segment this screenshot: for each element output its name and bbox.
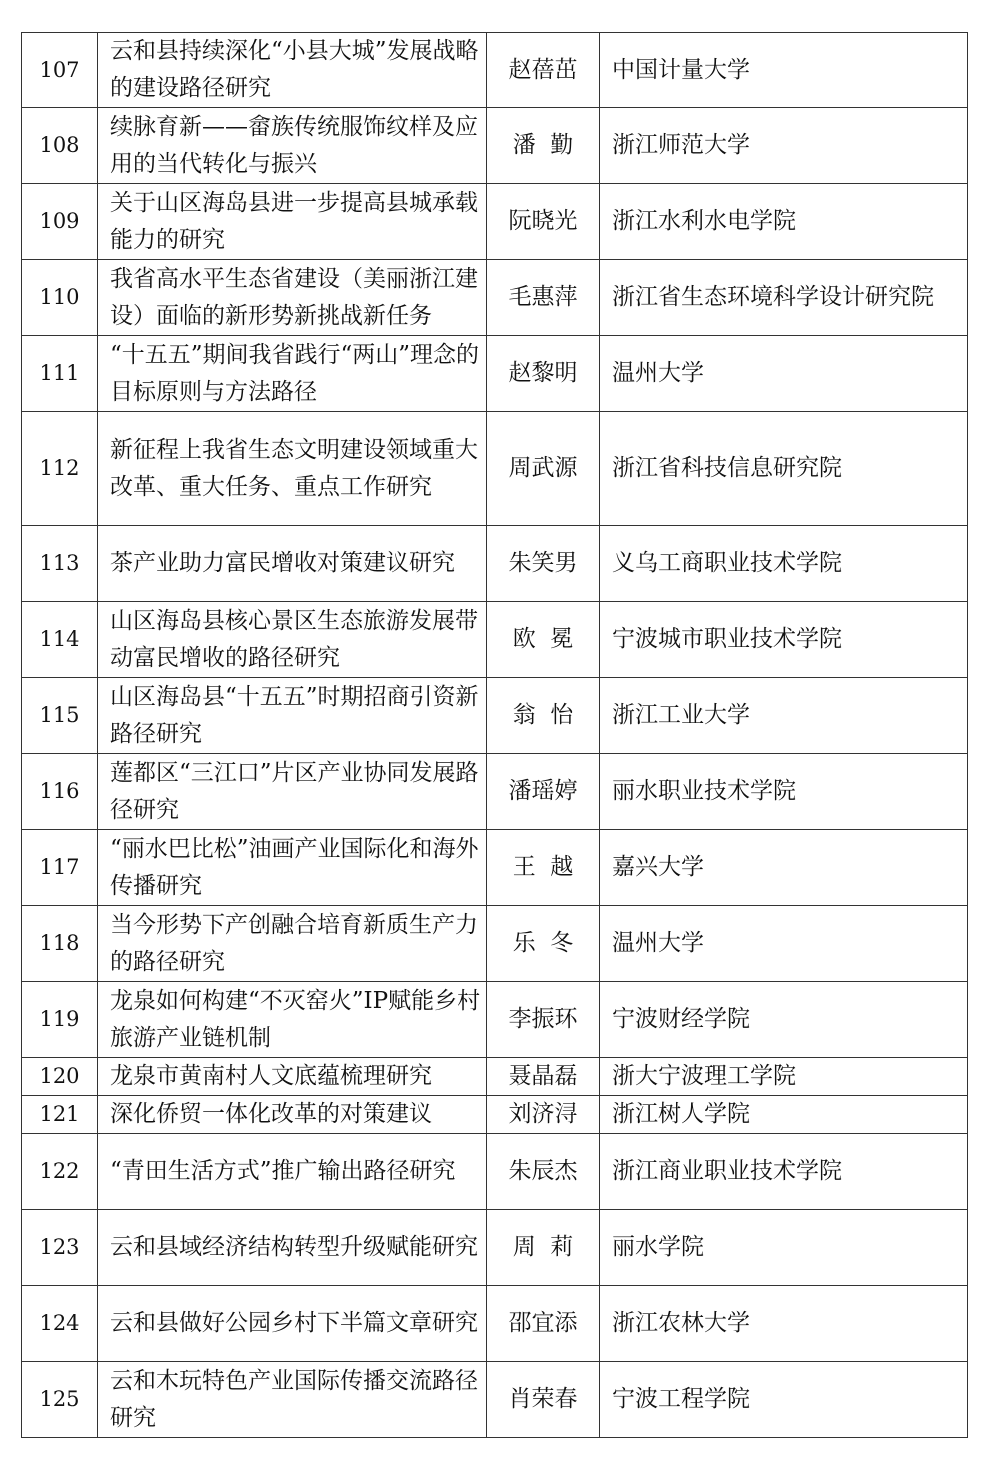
organization-cell: 浙大宁波理工学院 [600, 1058, 968, 1096]
author-name: 乐 冬 [512, 930, 574, 956]
row-number-cell: 119 [22, 982, 98, 1058]
table-row [22, 1058, 968, 1096]
project-title-cell: 云和县持续深化“小县大城”发展战略的建设路径研究 [98, 33, 487, 108]
organization-cell: 义乌工商职业技术学院 [600, 526, 968, 602]
project-title-cell: 龙泉如何构建“不灭窑火”IP赋能乡村旅游产业链机制 [98, 982, 487, 1058]
table-row [22, 33, 968, 108]
organization-cell: 中国计量大学 [600, 33, 968, 108]
table-row [22, 1362, 968, 1438]
row-number-cell: 125 [22, 1362, 98, 1438]
organization-cell: 浙江商业职业技术学院 [600, 1134, 968, 1210]
author-name: 刘济浔 [508, 1101, 578, 1127]
table-row [22, 336, 968, 412]
author-name: 肖荣春 [508, 1386, 578, 1412]
project-title-cell: “青田生活方式”推广输出路径研究 [98, 1134, 487, 1210]
project-title-cell: 新征程上我省生态文明建设领域重大改革、重大任务、重点工作研究 [98, 412, 487, 526]
project-title-cell: 龙泉市黄南村人文底蕴梳理研究 [98, 1058, 487, 1096]
organization-cell: 温州大学 [600, 906, 968, 982]
author-cell [487, 184, 600, 260]
table-row [22, 526, 968, 602]
author-name: 周武源 [508, 455, 578, 481]
row-number-cell: 109 [22, 184, 98, 260]
project-title-cell: “丽水巴比松”油画产业国际化和海外传播研究 [98, 830, 487, 906]
project-title-cell: 茶产业助力富民增收对策建议研究 [98, 526, 487, 602]
organization-cell: 宁波财经学院 [600, 982, 968, 1058]
author-name: 毛惠萍 [508, 284, 578, 310]
row-number-cell: 116 [22, 754, 98, 830]
organization-cell: 浙江师范大学 [600, 108, 968, 184]
table-row [22, 108, 968, 184]
author-cell [487, 260, 600, 336]
organization-cell: 宁波城市职业技术学院 [600, 602, 968, 678]
project-title-cell: 当今形势下产创融合培育新质生产力的路径研究 [98, 906, 487, 982]
author-cell [487, 982, 600, 1058]
author-name: 王 越 [512, 854, 574, 880]
table-row [22, 184, 968, 260]
table-row [22, 602, 968, 678]
organization-cell: 嘉兴大学 [600, 830, 968, 906]
organization-cell: 浙江省生态环境科学设计研究院 [600, 260, 968, 336]
row-number-cell: 121 [22, 1096, 98, 1134]
table-row [22, 678, 968, 754]
table-row [22, 1210, 968, 1286]
author-name: 欧 冕 [512, 626, 574, 652]
row-number-cell: 118 [22, 906, 98, 982]
author-cell [487, 1210, 600, 1286]
author-cell [487, 1134, 600, 1210]
table-row [22, 830, 968, 906]
author-name: 李振环 [508, 1006, 578, 1032]
author-name: 邵宜添 [508, 1310, 578, 1336]
author-cell [487, 336, 600, 412]
row-number-cell: 112 [22, 412, 98, 526]
table-row [22, 1286, 968, 1362]
author-cell [487, 526, 600, 602]
author-cell [487, 830, 600, 906]
organization-cell: 丽水职业技术学院 [600, 754, 968, 830]
row-number-cell: 108 [22, 108, 98, 184]
table-row [22, 412, 968, 526]
author-cell [487, 1362, 600, 1438]
author-name: 潘瑶婷 [508, 778, 578, 804]
row-number-cell: 120 [22, 1058, 98, 1096]
project-title-cell: 云和木玩特色产业国际传播交流路径研究 [98, 1362, 487, 1438]
row-number-cell: 124 [22, 1286, 98, 1362]
author-cell [487, 33, 600, 108]
author-name: 翁 怡 [512, 702, 574, 728]
author-name: 朱笑男 [508, 550, 578, 576]
organization-cell: 宁波工程学院 [600, 1362, 968, 1438]
organization-cell: 丽水学院 [600, 1210, 968, 1286]
project-title-cell: 深化侨贸一体化改革的对策建议 [98, 1096, 487, 1134]
row-number-cell: 114 [22, 602, 98, 678]
project-title-cell: 云和县域经济结构转型升级赋能研究 [98, 1210, 487, 1286]
organization-cell: 浙江工业大学 [600, 678, 968, 754]
row-number-cell: 113 [22, 526, 98, 602]
author-cell [487, 1058, 600, 1096]
row-number-cell: 122 [22, 1134, 98, 1210]
author-cell [487, 108, 600, 184]
row-number-cell: 117 [22, 830, 98, 906]
project-title-cell: “十五五”期间我省践行“两山”理念的目标原则与方法路径 [98, 336, 487, 412]
author-cell [487, 678, 600, 754]
author-name: 潘 勤 [512, 132, 574, 158]
author-cell [487, 1286, 600, 1362]
organization-cell: 浙江树人学院 [600, 1096, 968, 1134]
project-title-cell: 山区海岛县“十五五”时期招商引资新路径研究 [98, 678, 487, 754]
row-number-cell: 111 [22, 336, 98, 412]
table-row [22, 1096, 968, 1134]
author-name: 聂晶磊 [508, 1063, 578, 1089]
table-row [22, 754, 968, 830]
table-row [22, 906, 968, 982]
project-title-cell: 山区海岛县核心景区生态旅游发展带动富民增收的路径研究 [98, 602, 487, 678]
author-cell [487, 906, 600, 982]
table-body [22, 33, 968, 1438]
organization-cell: 浙江农林大学 [600, 1286, 968, 1362]
table-row [22, 982, 968, 1058]
author-cell [487, 1096, 600, 1134]
project-title-cell: 莲都区“三江口”片区产业协同发展路径研究 [98, 754, 487, 830]
author-cell [487, 602, 600, 678]
organization-cell: 温州大学 [600, 336, 968, 412]
project-title-cell: 续脉育新——畲族传统服饰纹样及应用的当代转化与振兴 [98, 108, 487, 184]
row-number-cell: 110 [22, 260, 98, 336]
project-title-cell: 关于山区海岛县进一步提高县城承载能力的研究 [98, 184, 487, 260]
project-table [21, 32, 968, 1438]
author-name: 赵黎明 [508, 360, 578, 386]
table-row [22, 1134, 968, 1210]
row-number-cell: 107 [22, 33, 98, 108]
organization-cell: 浙江省科技信息研究院 [600, 412, 968, 526]
author-cell [487, 412, 600, 526]
author-cell [487, 754, 600, 830]
author-name: 周 莉 [512, 1234, 574, 1260]
project-title-cell: 我省高水平生态省建设（美丽浙江建设）面临的新形势新挑战新任务 [98, 260, 487, 336]
row-number-cell: 115 [22, 678, 98, 754]
author-name: 赵蓓茁 [508, 56, 578, 83]
author-name: 朱辰杰 [508, 1158, 578, 1184]
organization-cell: 浙江水利水电学院 [600, 184, 968, 260]
table-row [22, 260, 968, 336]
author-name: 阮晓光 [508, 208, 578, 234]
row-number-cell: 123 [22, 1210, 98, 1286]
project-title-cell: 云和县做好公园乡村下半篇文章研究 [98, 1286, 487, 1362]
